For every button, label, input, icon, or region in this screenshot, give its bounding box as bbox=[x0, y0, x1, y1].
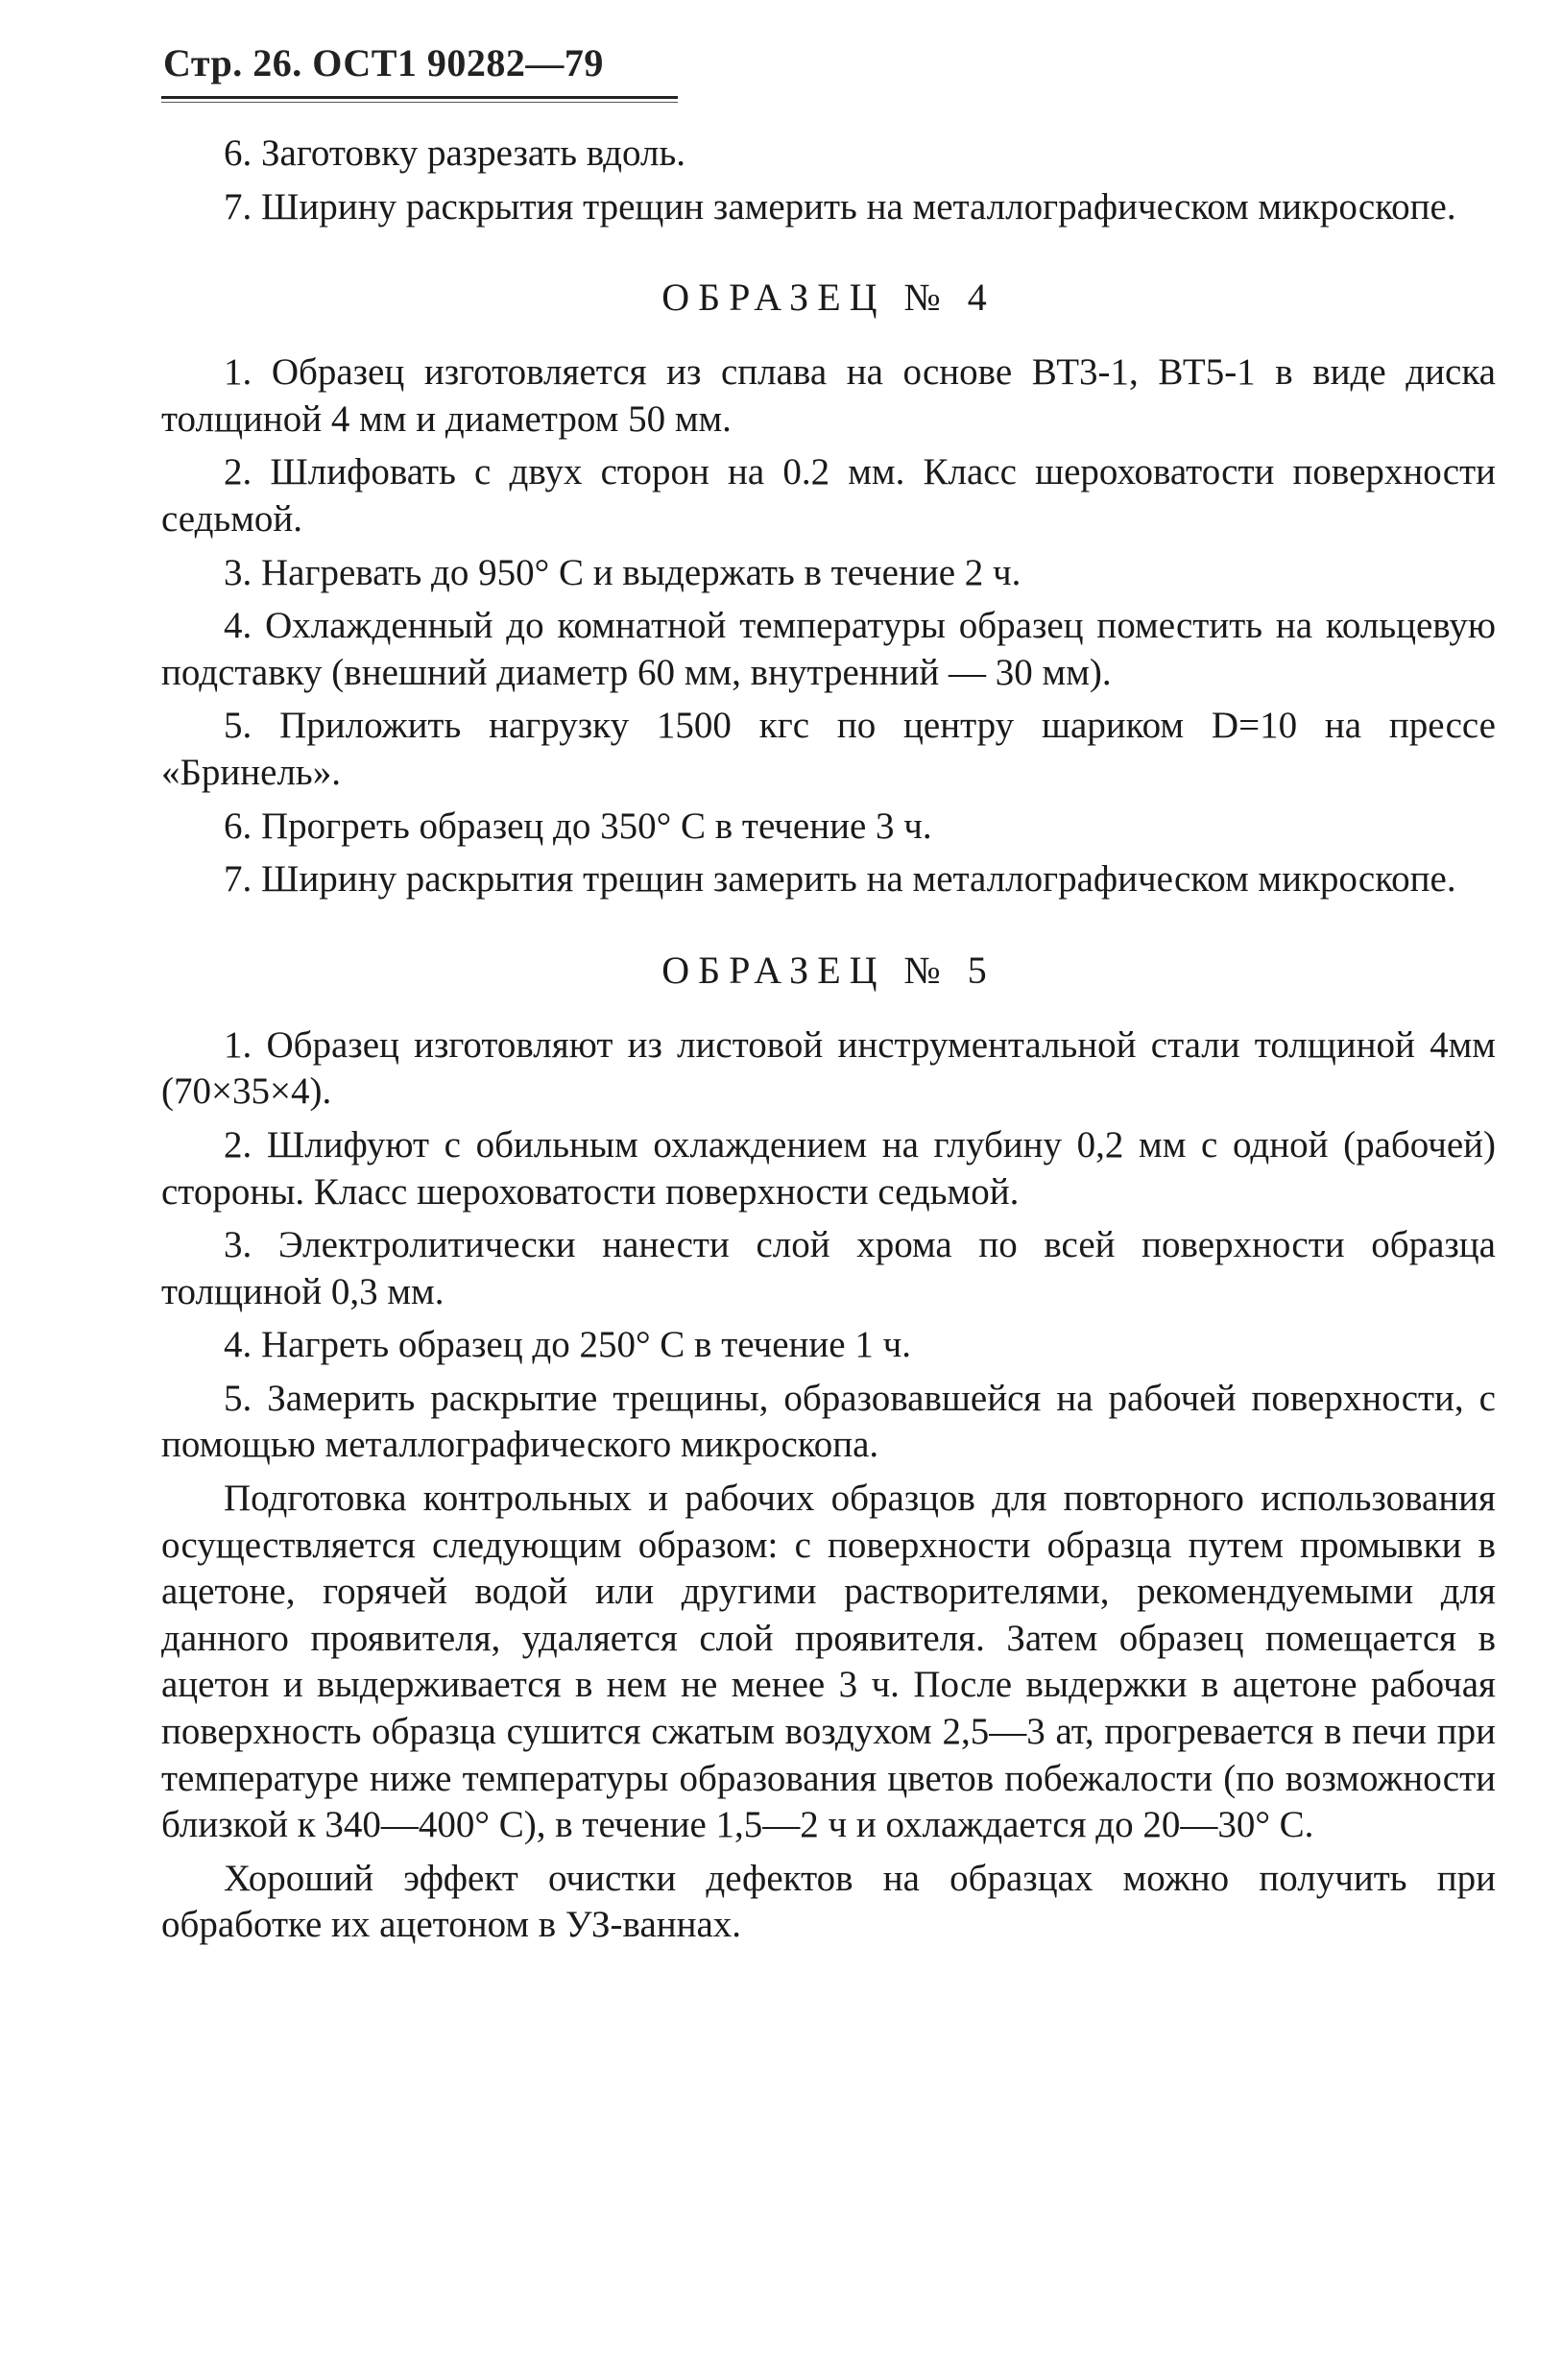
list-item: 4. Охлажденный до комнатной температуры образец поместить на кольцевую подставку (внешний диаметр 60 мм, внутренний — 30 мм). bbox=[161, 605, 1496, 693]
list-item: 7. Ширину раскрытия трещин замерить на металлографическом микроскопе. bbox=[224, 858, 1456, 901]
list-item: 5. Приложить нагрузку 1500 кгс по центру шариком D=10 на прессе «Бринель». bbox=[161, 705, 1496, 793]
header-rule-thin bbox=[161, 102, 678, 103]
header-rule bbox=[161, 96, 678, 99]
list-item: 5. Замерить раскрытие трещины, образовавшейся на рабочей поверхности, с помощью металлографического микроскопа. bbox=[161, 1377, 1496, 1466]
section-heading-sample-5: ОБРАЗЕЦ № 5 bbox=[661, 948, 996, 992]
list-item: 6. Прогреть образец до 350° С в течение 3 ч. bbox=[224, 805, 932, 847]
list-item: 2. Шлифовать с двух сторон на 0.2 мм. Класс шероховатости поверхности седьмой. bbox=[161, 451, 1496, 540]
paragraph-ultrasonic-cleaning: Хороший эффект очистки дефектов на образцах можно получить при обработке их ацетоном в УЗ-ваннах. bbox=[161, 1857, 1496, 1946]
list-item: 2. Шлифуют с обильным охлаждением на глубину 0,2 мм с одной (рабочей) стороны. Класс шероховатости поверхности седьмой. bbox=[161, 1123, 1496, 1213]
running-head: Стр. 26. ОСТ1 90282—79 bbox=[163, 41, 604, 84]
paragraph-reuse-preparation: Подготовка контрольных и рабочих образцов для повторного использования осуществляется следующим образом: с поверхности образца путем промывки в ацетоне, горячей водой или другими растворителями, рекомендуемыми для данного проявителя, удаляется слой проявителя. Затем образец помещается в ацетон и выдерживается в нем не менее 3 ч. После выдержки в ацетоне рабочая поверхность образца сушится сжатым воздухом 2,5—3 ат, прогревается в печи при температуре ниже температуры образования цветов побежалости (по возможности близкой к 340—400° С), в течение 1,5—2 ч и охлаждается до 20—30° С. bbox=[161, 1478, 1496, 1846]
list-item: 7. Ширину раскрытия трещин замерить на металлографическом микроскопе. bbox=[224, 185, 1456, 228]
list-item: 4. Нагреть образец до 250° С в течение 1 ч. bbox=[224, 1324, 911, 1366]
list-item: 1. Образец изготовляют из листовой инструментальной стали толщиной 4мм (70×35×4). bbox=[161, 1023, 1496, 1113]
list-item: 1. Образец изготовляется из сплава на основе ВТ3-1, ВТ5-1 в виде диска толщиной 4 мм и диаметром 50 мм. bbox=[161, 351, 1496, 440]
list-item: 6. Заготовку разрезать вдоль. bbox=[224, 132, 686, 174]
document-body bbox=[161, 131, 1496, 1949]
list-item: 3. Нагревать до 950° С и выдержать в течение 2 ч. bbox=[224, 551, 1021, 593]
list-item: 3. Электролитически нанести слой хрома по всей поверхности образца толщиной 0,3 мм. bbox=[161, 1224, 1496, 1312]
section-heading-sample-4: ОБРАЗЕЦ № 4 bbox=[661, 276, 996, 320]
